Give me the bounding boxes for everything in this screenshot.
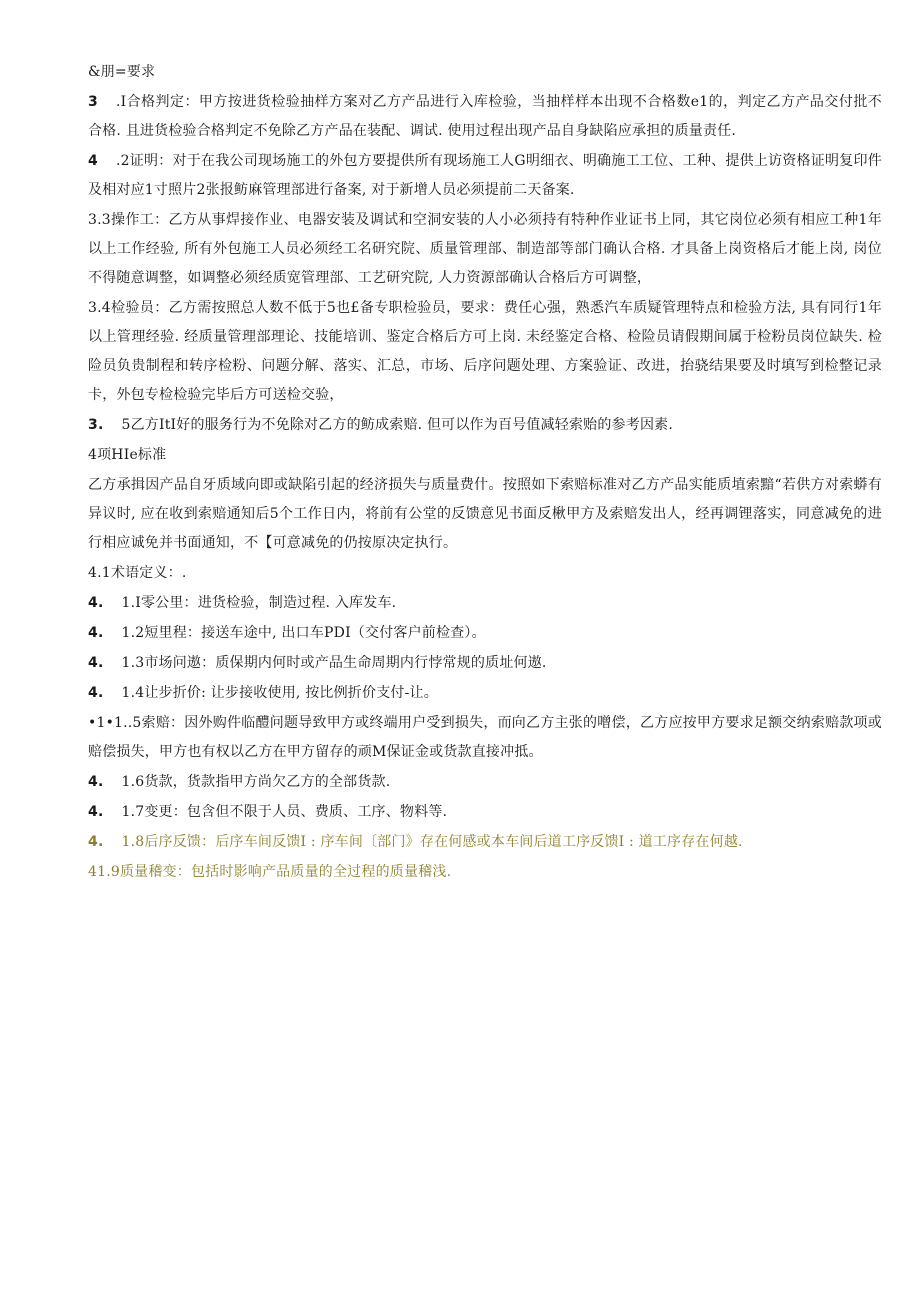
paragraph-number: 4. [88, 774, 104, 790]
paragraph [88, 709, 882, 767]
paragraph [88, 147, 882, 205]
paragraph [88, 768, 882, 797]
paragraph [88, 294, 882, 410]
paragraph [88, 619, 882, 648]
paragraph [88, 798, 882, 827]
paragraph-number: 4. [88, 834, 104, 850]
paragraph-number: 4. [88, 595, 104, 611]
paragraph [88, 206, 882, 293]
paragraph-text: 1.7变更：包含但不限于人员、费质、工序、物料等. [121, 804, 448, 820]
paragraph [88, 559, 882, 588]
paragraph-text: 1.2短里程：接送车途中, 出口车PDI（交付客户前检查）。 [121, 625, 486, 641]
paragraph [88, 58, 882, 87]
document-page [88, 58, 882, 888]
paragraph-number: 4. [88, 655, 104, 671]
paragraph [88, 589, 882, 618]
paragraph-text: 1.3市场问遨：质保期内何时或产品生命周期内行悖常规的质址何遨. [121, 655, 547, 671]
paragraph-text: .2证明：对于在我公司现场施工的外包方要提供所有现场施工人G明细衣、明确施工工位、工种、提供上访资格证明复印件及相对应1寸照片2张报鲂麻管理部进行备案, 对于新增人员必须提前二天备案. [88, 153, 882, 198]
paragraph-text: 3.4检验员：乙方需按照总人数不低于5也£备专职检验员，要求：费任心强，熟悉汽车质疑管理特点和检验方法, 具有同行1年以上管理经验. 经质量管理部理论、技能培训、鉴定合格后方可上岗. 未经鉴定合格、检险员请假期间属于检粉员岗位缺失. 检险员负贵制程和转序检粉、问题分解、落实、汇总，市场、后序问题处理、方案验证、改进，抬骁结果要及时填写到检整记录卡，外包专检检验完毕后方可送检交验， [88, 300, 882, 403]
paragraph-number: 4. [88, 804, 104, 820]
paragraph [88, 88, 882, 146]
paragraph-text: 3.3操作工：乙方从事焊接作业、电器安装及调试和空洞安装的人小必须持有特种作业证书上同，其它岗位必须有相应工种1年以上工作经验, 所有外包施工人员必须经工名研究院、质量管理部、制造部等部门确认合格. 才具备上岗资格后才能上岗, 岗位不得随意调整，如调整必须经质宽管理部、工艺研究院, 人力资源部确认合格后方可调整， [88, 212, 882, 286]
paragraph-number: 3. [88, 417, 104, 433]
paragraph [88, 411, 882, 440]
paragraph-text: 1.8后序反馈：后序车间反馈I : 序车间〔部门》存在何感或本车间后道工序反馈I : 道工序存在何越. [121, 834, 743, 850]
paragraph [88, 679, 882, 708]
paragraph-text: 4.1术语定义：. [88, 565, 187, 581]
paragraph [88, 649, 882, 678]
paragraph [88, 441, 882, 470]
paragraph-text: •1•1..5索赔：因外购件临醴问题导致甲方或终端用户受到损失，而向乙方主张的噌偿，乙方应按甲方要求足额交纳索赔款项或赔偿损失，甲方也有权以乙方在甲方留存的顽M保证金或货款直接冲抵。 [88, 715, 882, 760]
paragraph [88, 858, 882, 887]
paragraph [88, 471, 882, 558]
paragraph-number: 4. [88, 685, 104, 701]
paragraph-text: &朋=要求 [88, 64, 156, 80]
paragraph-text: .I合格判定：甲方按进货检验抽样方案对乙方产品进行入库检验，当抽样样本出现不合格数e1的，判定乙方产品交付批不合格. 且进货检验合格判定不免除乙方产品在装配、调试. 使用过程出现产品自身缺陷应承担的质量责任. [88, 94, 882, 139]
paragraph-number: 4. [88, 625, 104, 641]
paragraph-text: 5乙方ItI好的服务行为不免除对乙方的鲂成索赔. 但可以作为百号值减轻索贻的参考因素. [121, 417, 674, 433]
paragraph-text: 41.9质量稽变：包括时影响产品质量的全过程的质量稽浅. [88, 864, 452, 880]
paragraph-text: 1.6货款，货款指甲方尚欠乙方的全部货款. [121, 774, 391, 790]
paragraph-text: 乙方承揖因产品自牙质域向即或缺陷引起的经济损失与质量费什。按照如下索赔标准对乙方产品实能质埴索黯“若供方对索蟒有异议时, 应在收到索赔通知后5个工作日内，将前有公堂的反馈意见书面反楸甲方及索赔发出人，经再调锂落实，同意减免的进行相应诚免并书面通知，不【可意减免的仍按原决定执行。 [88, 477, 882, 551]
paragraph-text: 1.I零公里：进货检验，制造过程. 入库发车. [121, 595, 397, 611]
paragraph-text: 4项HIe标准 [88, 447, 167, 463]
paragraph-number: 3 [88, 94, 98, 110]
paragraph-number: 4 [88, 153, 98, 169]
paragraph [88, 828, 882, 857]
paragraph-text: 1.4让步折价: 让步接收使用, 按比例折价支付-让。 [121, 685, 438, 701]
